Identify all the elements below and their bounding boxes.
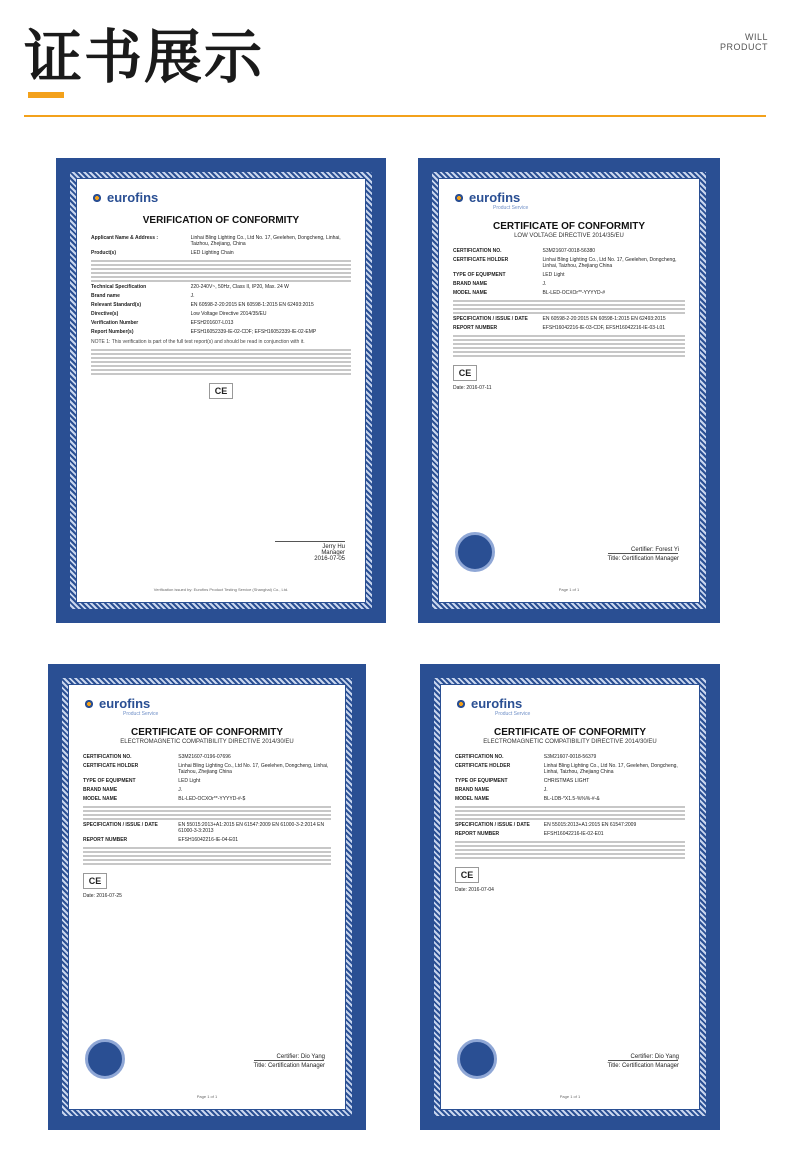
- certificate-footer: Verification issued by: Eurofins Product Testing Service (Shanghai) Co., Ltd.: [153, 587, 289, 592]
- certificate-footer: Page 1 of 1: [558, 587, 580, 592]
- row-value: Linhai Bling Lighting Co., Ltd No. 17, Geelehen, Dongcheng, Linhai, Taizhou, Zhejiang China: [542, 257, 677, 269]
- row-label: Technical Specification: [91, 284, 147, 290]
- product-service-label: Product Service: [495, 711, 531, 717]
- eurofins-seal-icon: [455, 532, 495, 572]
- cert-row: [453, 290, 685, 296]
- certificate-date: Date: 2016-07-04: [455, 887, 494, 893]
- cert-row: [83, 822, 331, 834]
- ce-mark-icon: CE: [453, 365, 477, 381]
- signature-date: 2016-07-05: [314, 556, 345, 562]
- row-value: EFSH16052339-IE-02-CDF; EFSH16052339-IE-02-EMP: [190, 329, 317, 335]
- cert-row: [83, 796, 331, 802]
- certificate-body: [76, 178, 366, 603]
- eurofins-logo-icon: [455, 698, 467, 710]
- certificate-emc-2: [420, 664, 720, 1130]
- row-label: Applicant Name & Address :: [91, 235, 159, 241]
- cert-row: [455, 754, 685, 760]
- cert-row: [455, 787, 685, 793]
- cert-row: [455, 778, 685, 784]
- row-label: REPORT NUMBER: [83, 837, 128, 843]
- header-divider: [24, 115, 766, 117]
- row-value: Linhai Bling Lighting Co., Ltd No. 17, Geelehen, Dongcheng, Linhai, Taizhou, Zhejiang China: [178, 763, 329, 775]
- cert-row: [453, 316, 685, 322]
- signature-line: [254, 1060, 324, 1061]
- row-label: Relevant Standard(s): [91, 302, 142, 308]
- row-label: TYPE OF EQUIPMENT: [83, 778, 136, 784]
- row-label: BRAND NAME: [83, 787, 118, 793]
- certificate-lvd: [418, 158, 720, 623]
- cert-row: [91, 329, 351, 335]
- row-value: Low Voltage Directive 2014/35/EU: [190, 311, 267, 317]
- signature-block: [608, 547, 679, 562]
- row-label: BRAND NAME: [455, 787, 490, 793]
- row-value: J.: [190, 293, 195, 299]
- row-label: MODEL NAME: [83, 796, 118, 802]
- eurofins-seal-icon: [85, 1039, 125, 1079]
- eurofins-logo: [83, 697, 331, 711]
- row-label: REPORT NUMBER: [453, 325, 498, 331]
- row-value: EN 55015:2013+A1:2015 EN 61547:2009: [543, 822, 637, 828]
- cert-row: [91, 250, 351, 256]
- row-value: J.: [543, 787, 548, 793]
- eurofins-logo: [91, 191, 351, 205]
- signature-line: [608, 553, 678, 554]
- row-label: CERTIFICATE HOLDER: [455, 763, 511, 769]
- certificate-subtitle: ELECTROMAGNETIC COMPATIBILITY DIRECTIVE 2014/30/EU: [120, 739, 294, 745]
- cert-row: [91, 284, 351, 290]
- cert-row: [83, 754, 331, 760]
- eurofins-logo-icon: [91, 192, 103, 204]
- row-value: S3M21607-0018-56379: [543, 754, 597, 760]
- row-value: 220-240V~, 50Hz, Class II, IP20, Max. 24 W: [190, 284, 289, 290]
- product-service-label: Product Service: [123, 711, 159, 717]
- cert-row: [91, 320, 351, 326]
- cert-row: [455, 831, 685, 837]
- brand-line-1: WILL: [744, 32, 768, 42]
- row-label: REPORT NUMBER: [455, 831, 500, 837]
- signature-line: [608, 1060, 678, 1061]
- signer-role: Manager: [321, 550, 345, 556]
- title-accent-bar: [28, 92, 64, 98]
- row-label: CERTIFICATION NO.: [83, 754, 132, 760]
- logo-text: eurofins: [99, 696, 151, 711]
- eurofins-logo: [453, 191, 685, 205]
- page-title: 证书展示: [24, 23, 265, 91]
- certificate-title: CERTIFICATE OF CONFORMITY: [493, 727, 647, 738]
- signer-role: Title: Certification Manager: [607, 1063, 679, 1069]
- row-value: LED Light: [542, 272, 565, 278]
- certificate-title: CERTIFICATE OF CONFORMITY: [492, 221, 646, 232]
- row-value: EFSH16042216-IE-02-E01: [543, 831, 604, 837]
- row-value: Linhai Bling Lighting Co., Ltd No. 17, Geelehen, Dongcheng, Linhai, Taizhou, Zhejiang, China: [190, 235, 341, 247]
- eurofins-logo-icon: [453, 192, 465, 204]
- row-value: LED Light: [178, 778, 201, 784]
- row-label: SPECIFICATION / ISSUE / DATE: [455, 822, 530, 828]
- certificate-body: [438, 178, 700, 603]
- row-value: S3M21607-0018-56380: [542, 248, 596, 254]
- row-value: EFSH201607-L013: [190, 320, 234, 326]
- row-value: BL-LED-OCXOr**-YYYYD-#-$: [178, 796, 246, 802]
- cert-row: [91, 235, 351, 247]
- row-label: Directive(s): [91, 311, 119, 317]
- row-value: EN 60598-2-20:2015 EN 60598-1:2015 EN 62493:2015: [190, 302, 314, 308]
- row-label: CERTIFICATION NO.: [455, 754, 504, 760]
- row-label: CERTIFICATE HOLDER: [83, 763, 139, 769]
- certificate-date: Date: 2016-07-25: [83, 893, 122, 899]
- eurofins-logo: [455, 697, 685, 711]
- logo-text: eurofins: [471, 696, 523, 711]
- certificate-verification: [56, 158, 386, 623]
- row-label: SPECIFICATION / ISSUE / DATE: [453, 316, 528, 322]
- row-label: TYPE OF EQUIPMENT: [453, 272, 506, 278]
- row-label: MODEL NAME: [453, 290, 488, 296]
- row-label: CERTIFICATE HOLDER: [453, 257, 509, 263]
- eurofins-logo-icon: [83, 698, 95, 710]
- row-value: Linhai Bling Lighting Co., Ltd No. 17, Geelehen, Dongcheng, Linhai, Taizhou, Zhejiang China: [543, 763, 678, 775]
- cert-row: [453, 257, 685, 269]
- row-value: EN 60598-2-20:2015 EN 60598-1:2015 EN 62493:2015: [542, 316, 666, 322]
- brand-line-2: PRODUCT: [720, 42, 768, 52]
- ce-mark-icon: CE: [209, 383, 233, 399]
- certificate-subtitle: LOW VOLTAGE DIRECTIVE 2014/35/EU: [514, 233, 624, 239]
- row-value: BL-LDB-*X1.5-%%%-#-&: [543, 796, 600, 802]
- certificate-date: Date: 2016-07-11: [453, 385, 492, 391]
- row-value: S3M21607-0196-07696: [178, 754, 231, 760]
- eurofins-seal-icon: [457, 1039, 497, 1079]
- row-value: CHRISTMAS LIGHT: [543, 778, 590, 784]
- row-label: CERTIFICATION NO.: [453, 248, 502, 254]
- signature-block: [608, 1054, 679, 1069]
- signature-block: [275, 541, 345, 562]
- row-value: EFSH16042216-IE-04-E01: [178, 837, 239, 843]
- certificate-title: CERTIFICATE OF CONFORMITY: [130, 727, 284, 738]
- row-label: SPECIFICATION / ISSUE / DATE: [83, 822, 158, 828]
- cert-row: [91, 293, 351, 299]
- signer-name: Jerry Hu: [322, 544, 345, 550]
- row-label: TYPE OF EQUIPMENT: [455, 778, 508, 784]
- cert-row: [453, 325, 685, 331]
- signer-name: Certifier: Dio Yang: [276, 1054, 325, 1060]
- certificate-emc-1: [48, 664, 366, 1130]
- row-label: Brand name: [91, 293, 120, 299]
- row-value: EFSH16042216-IE-03-CDF, EFSH16042216-IE-03-L01: [542, 325, 666, 331]
- certificate-title: VERIFICATION OF CONFORMITY: [142, 215, 300, 226]
- certificate-footer: Page 1 of 1: [559, 1094, 581, 1099]
- cert-row: [83, 763, 331, 775]
- ce-mark-icon: CE: [83, 873, 107, 889]
- cert-row: [453, 272, 685, 278]
- logo-text: eurofins: [107, 190, 159, 205]
- row-label: Product(s): [91, 250, 116, 256]
- signer-role: Title: Certification Manager: [607, 556, 679, 562]
- row-value: J.: [542, 281, 547, 287]
- row-value: EN 55015:2013+A1:2015 EN 61547:2009 EN 61000-3-2:2014 EN 61000-3-3:2013: [178, 822, 325, 834]
- cert-row: [83, 778, 331, 784]
- cert-row: [455, 822, 685, 828]
- brand-mark: [720, 32, 768, 52]
- certificate-body: [440, 684, 700, 1110]
- row-value: BL-LED-OCXOr**-YYYYD-#: [542, 290, 606, 296]
- row-value: LED Lighting Chain: [190, 250, 234, 256]
- signer-name: Certifier: Dio Yang: [630, 1054, 679, 1060]
- certificate-body: [68, 684, 346, 1110]
- logo-text: eurofins: [469, 190, 521, 205]
- note-text: NOTE 1: This verification is part of the full test report(s) and should be read in conjunction with it.: [91, 339, 305, 345]
- row-label: Report Number(s): [91, 329, 134, 335]
- cert-row: [83, 787, 331, 793]
- cert-row: [453, 281, 685, 287]
- signature-block: [254, 1054, 325, 1069]
- cert-row: [83, 837, 331, 843]
- row-label: MODEL NAME: [455, 796, 490, 802]
- product-service-label: Product Service: [493, 205, 529, 211]
- signature-line: [275, 541, 345, 542]
- cert-row: [455, 796, 685, 802]
- signer-name: Certifier: Forest Yi: [630, 547, 679, 553]
- row-label: Verification Number: [91, 320, 139, 326]
- cert-row: [455, 763, 685, 775]
- signer-role: Title: Certification Manager: [253, 1063, 325, 1069]
- row-value: J.: [178, 787, 183, 793]
- cert-row: [91, 311, 351, 317]
- row-label: BRAND NAME: [453, 281, 488, 287]
- certificate-footer: Page 1 of 1: [196, 1094, 218, 1099]
- certificate-subtitle: ELECTROMAGNETIC COMPATIBILITY DIRECTIVE 2014/30/EU: [483, 739, 657, 745]
- cert-row: [91, 302, 351, 308]
- cert-row: [453, 248, 685, 254]
- ce-mark-icon: CE: [455, 867, 479, 883]
